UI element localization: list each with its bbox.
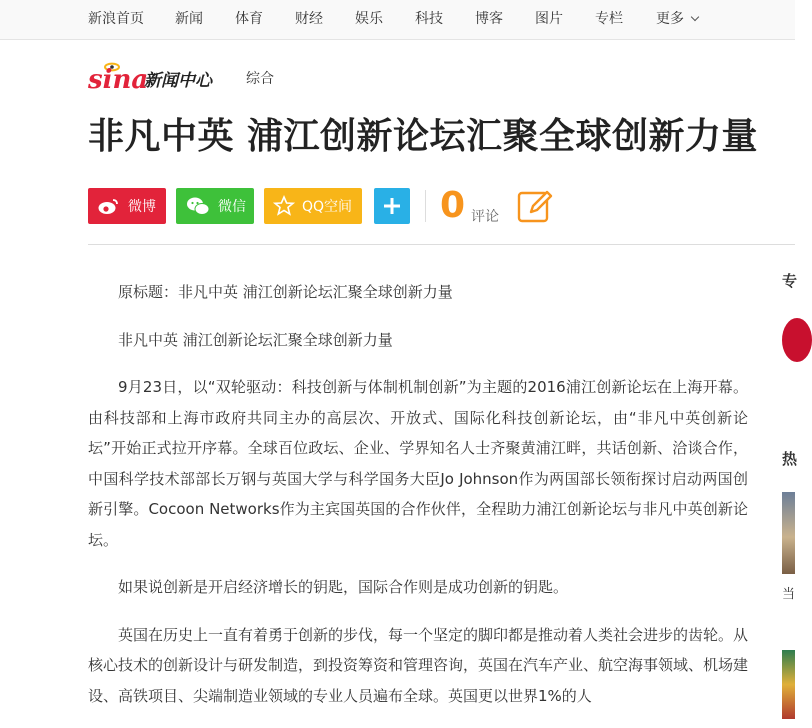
- paragraph-subtitle: 非凡中英 浦江创新论坛汇聚全球创新力量: [118, 330, 393, 349]
- logo-text: 新闻中心: [144, 71, 212, 91]
- nav-item-home[interactable]: 新浪首页: [88, 11, 144, 27]
- paragraph-original-title: 原标题：非凡中英 浦江创新论坛汇聚全球创新力量: [118, 283, 453, 301]
- sidebar-photo[interactable]: [782, 650, 795, 719]
- nav-item-blog[interactable]: 博客: [475, 11, 503, 27]
- sidebar-thumbnail[interactable]: [782, 318, 795, 362]
- edit-comment-icon[interactable]: [517, 187, 555, 225]
- nav-item-sports[interactable]: 体育: [235, 11, 263, 27]
- wechat-icon: [186, 196, 210, 216]
- nav-item-more[interactable]: [656, 0, 698, 40]
- sidebar-snippet[interactable]: 当: [782, 587, 796, 602]
- sidebar-heading: 热: [782, 450, 798, 468]
- plus-icon: [382, 196, 402, 216]
- share-more-button[interactable]: [374, 188, 410, 224]
- nav-item-finance[interactable]: 财经: [295, 11, 323, 27]
- share-qzone-button[interactable]: [264, 188, 362, 224]
- channel-label[interactable]: 综合: [246, 71, 274, 87]
- share-wechat-button[interactable]: [176, 188, 254, 224]
- sina-news-logo[interactable]: [88, 58, 238, 94]
- nav-item-columns[interactable]: 专栏: [595, 11, 623, 27]
- chevron-down-icon: [691, 13, 699, 21]
- nav-item-news[interactable]: 新闻: [175, 11, 203, 27]
- share-weibo-button[interactable]: [88, 188, 166, 224]
- top-nav: [0, 0, 795, 40]
- nav-item-tech[interactable]: 科技: [415, 11, 443, 27]
- nav-item-photos[interactable]: 图片: [535, 11, 563, 27]
- paragraph: 英国在历史上一直有着勇于创新的步伐，每一个坚定的脚印都是推动着人类社会进步的齿轮。从核心技术的创新设计与研发制造，到投资筹资和管理咨询，英国在汽车产业、航空海事领域、机场建设、高铁项目、尖端制造业领域的专业人员遍布全球。英国更以世界1%的人: [88, 625, 749, 705]
- weibo-icon: [98, 197, 120, 215]
- article-body: [88, 277, 748, 728]
- nav-item-entertainment[interactable]: 娱乐: [355, 11, 383, 27]
- paragraph: 如果说创新是开启经济增长的钥匙，国际合作则是成功创新的钥匙。: [118, 578, 569, 596]
- svg-text:sina: sina: [88, 65, 149, 95]
- share-divider: [425, 190, 426, 222]
- star-icon: [274, 196, 294, 216]
- share-weibo-label: 微博: [128, 199, 156, 215]
- sidebar-heading: 专: [782, 272, 798, 290]
- paragraph: 9月23日，以“双轮驱动：科技创新与体制机制创新”为主题的2016浦江创新论坛在上海开幕。由科技部和上海市政府共同主办的高层次、开放式、国际化科技创新论坛，由“非凡中英创新论坛”开始正式拉开序幕。全球百位政坛、企业、学界知名人士齐聚黄浦江畔，共话创新、洽谈合作，中国科学技术部部长万钢与英国大学与科学国务大臣Jo Johnson作为两国部长领衔探讨启动两国创新引擎。Cocoon Networks作为主宾国英国的合作伙伴，全程助力浦江创新论坛与非凡中英创新论坛。: [88, 378, 748, 549]
- nav-more-label: 更多: [656, 11, 684, 27]
- comment-count[interactable]: 0: [440, 185, 466, 226]
- share-qzone-label: QQ空间: [302, 199, 353, 215]
- header-divider: [88, 244, 795, 245]
- share-wechat-label: 微信: [218, 199, 246, 215]
- comment-label[interactable]: 评论: [471, 209, 499, 225]
- sidebar-photo[interactable]: [782, 492, 795, 574]
- article-title: 非凡中英 浦江创新论坛汇聚全球创新力量: [88, 116, 759, 157]
